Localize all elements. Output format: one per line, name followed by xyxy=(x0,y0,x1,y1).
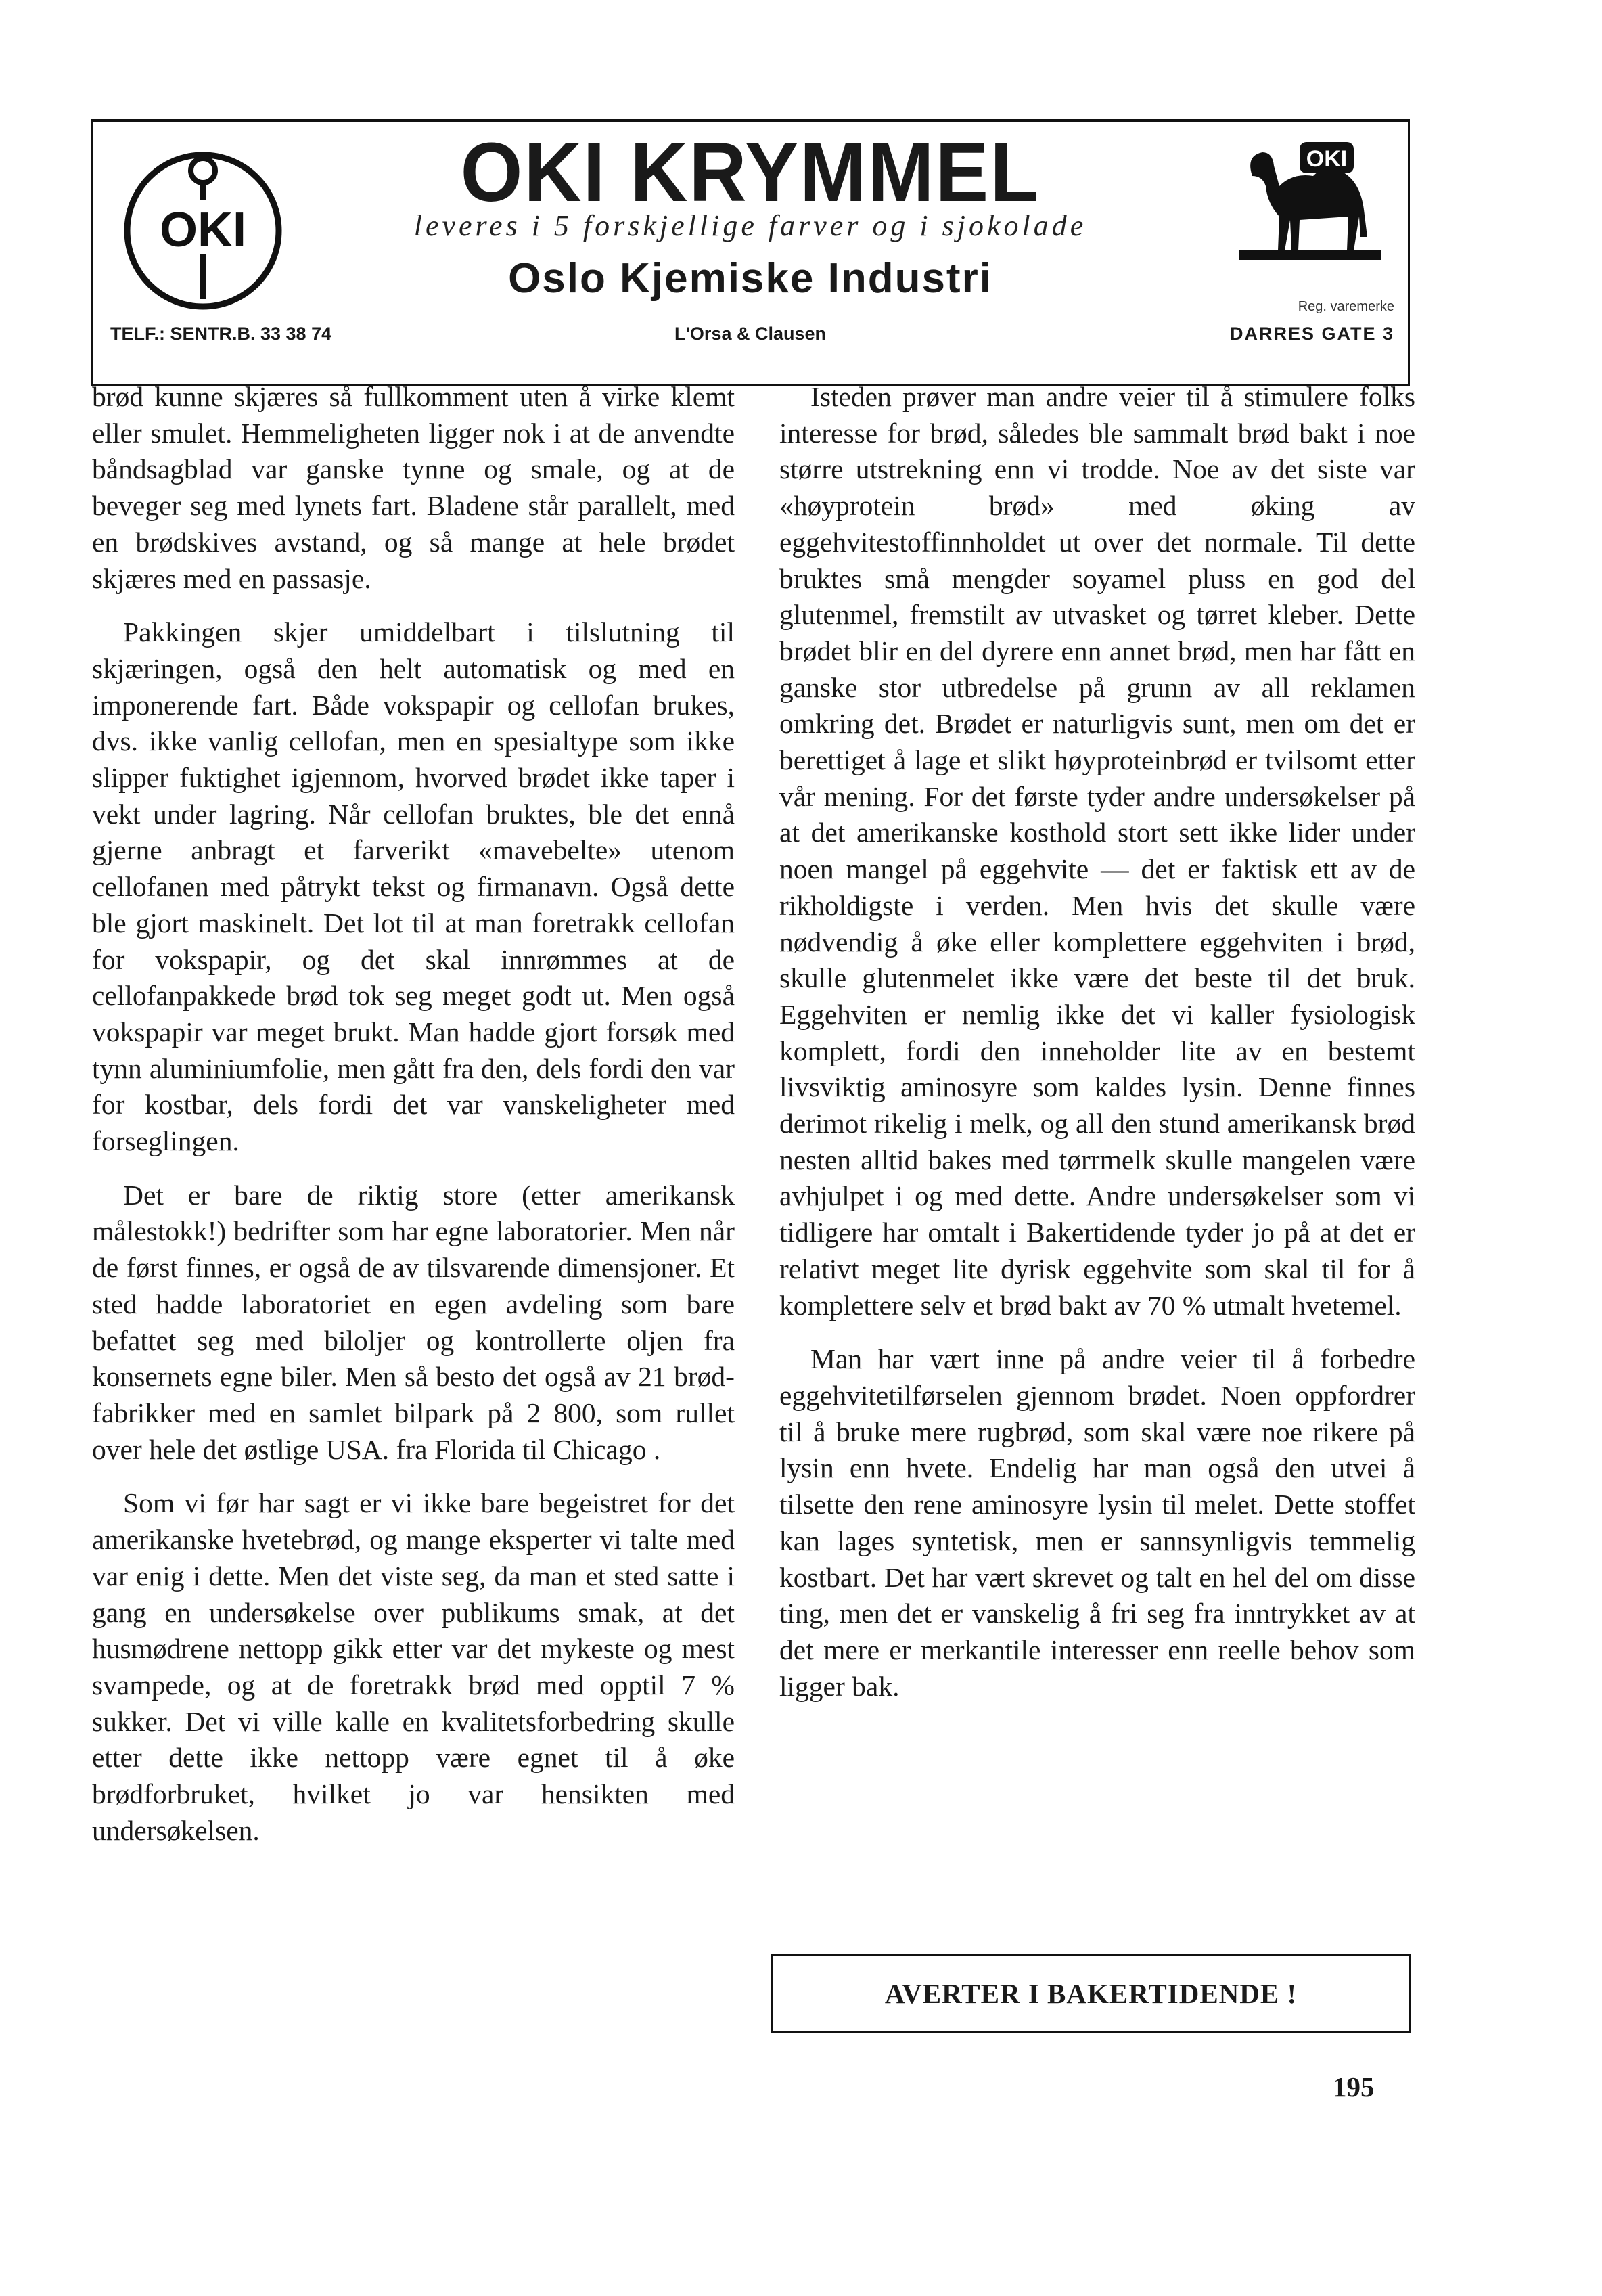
ad-trademark-note: Reg. varemerke xyxy=(1298,299,1394,314)
paragraph: Isteden prøver man andre veier til å stimulere folks interesse for brød, således ble sammalt brød bakt i noe større utstrekning enn vi trodde. Noe av det siste var «høyprotein brød» med øking av eggehvitestoffinnholdet ut over det normale. Til dette bruktes små mengder soyamel pluss en god del glutenmel, fremstilt av utvasket og tørret kleber. Dette brødet blir en del dyrere enn annet brød, men har fått en ganske stor utbredelse på grunn av all reklamen omkring det. Brødet er naturligvis sunt, men om det er berettiget å lage et slikt høyproteinbrød er tvilsomt etter vår mening. For det første tyder andre undersøkelser på at det amerikanske kosthold stort sett ikke lider under noen mangel på eggehvite — det er faktisk ett av de rikholdigste i verden. Men hvis det skulle være nødvendig å øke eller komplettere eggehviten i brød, skulle glutenmelet ikke være det beste til det bruk. Eggehviten er nemlig ikke det vi kaller fysiologisk komplett, fordi den inneholder lite av en bestemt livsviktig aminosyre som kaldes lysin. Denne finnes derimot rikelig i melk, og all den stund amerikansk brød nesten alltid bakes med tørrmelk skulle mangelen være avhjulpet i og med dette. Andre undersøkelser som vi tidligere har omtalt i Bakertidende tyder jo på at det er relativt meget lite dyrisk eggehvite som skal til for å komplettere selv et brød bakt av 70 % utmalt hvetemel. xyxy=(779,381,1415,1321)
advertise-box xyxy=(771,1954,1411,2033)
advertise-text: AVERTER I BAKERTIDENDE ! xyxy=(884,1978,1298,2009)
paragraph: Det er bare de riktig store (etter amerikansk målestokk!) bedrifter som har egne laboratorier. Men når de først finnes, er også de av tilsvarende dimensjoner. Et sted hadde laboratoriet en egen avdeling som bare befattet seg med biloljer og kontrollerte oljen fra konsernets egne biler. Men så besto det også av 21 brødfabrikker med en samlet bilpark på 2 800, som rullet over hele det østlige USA. fra Florida til Chicago . xyxy=(92,1179,735,1465)
ad-tagline: leveres i 5 forskjellige farver og i sjokolade xyxy=(413,209,1087,242)
ad-phone: TELF.: SENTR.B. 33 38 74 xyxy=(110,323,332,344)
ad-company: Oslo Kjemiske Industri xyxy=(508,255,992,302)
ad-owners: L'Orsa & Clausen xyxy=(674,323,826,344)
paragraph: Man har vært inne på andre veier til å forbedre eggehvitetilførselen gjennom brødet. Noen oppfordrer til å bruke mere rugbrød, som skal være noe rikere på lysin enn hvete. Endelig har man også den utvei å tilsette den rene aminosyre lysin til melet. Dette stoffet kan lages syntetisk, men er sannsynligvis temmelig kostbart. Det har vært skrevet og talt en hel del om disse ting, men det er vanskelig å fri seg fra inntrykket av at det mere er merkantile interesser enn reelle behov som ligger bak. xyxy=(779,1343,1415,1702)
oki-logo-text: OKI xyxy=(159,203,247,257)
right-column xyxy=(779,379,1415,1722)
advertisement xyxy=(91,119,1410,386)
ad-title: OKI KRYMMEL xyxy=(460,125,1040,220)
paragraph: Pakkingen skjer umiddelbart i tilslutning til skjæringen, også den helt automatisk og med en imponerende fart. Både vokspapir og cellofan brukes, dvs. ikke vanlig cellofan, men en spesialtype som ikke slipper fuktighet igjennom, hvorved brødet ikke taper i vekt under lagring. Når cellofan bruktes, ble det ennå gjerne anbragt et farverikt «mavebelte» utenom cellofanen med påtrykt tekst og firmanavn. Også dette ble gjort maskinelt. Det lot til at man foretrakk cellofan for vokspapir, og det skal innrømmes at de cellofanpakkede brød tok seg meget godt ut. Men også vokspapir var meget brukt. Man hadde gjort forsøk med tynn aluminiumfolie, men gått fra den, dels fordi den var for kostbar, dels fordi det var vanskeligheter med forseglingen. xyxy=(92,616,735,1157)
page-number: 195 xyxy=(1333,2071,1375,2102)
paragraph: brød kunne skjæres så fullkomment uten å virke klemt eller smulet. Hemmeligheten ligger nok i at de anvendte båndsagblad var ganske tynne og smale, og at de beveger seg med lynets fart. Bladene står parallelt, med en brødskives avstand, og så mange at hele brødet skjæres med en passasje. xyxy=(92,381,735,594)
left-column xyxy=(92,379,735,1866)
ad-address: DARRES GATE 3 xyxy=(1229,323,1394,344)
camel-trademark-icon xyxy=(1225,135,1394,277)
camel-badge-text: OKI xyxy=(1306,146,1348,172)
paragraph: Som vi før har sagt er vi ikke bare begeistret for det amerikanske hvetebrød, og mange eksperter vi talte med var enig i dette. Men det viste seg, da man et sted satte i gang en undersøkelse over publikums smak, at det husmødrene nettopp gikk etter var det mykeste og mest svampede, og at de foretrakk brød med opptil 7 % sukker. Det vi ville kalle en kvalitetsforbedring skulle etter dette ikke nettopp være egnet til å øke brødforbruket, hvilket jo var hensikten med undersøkelsen. xyxy=(92,1487,735,1846)
